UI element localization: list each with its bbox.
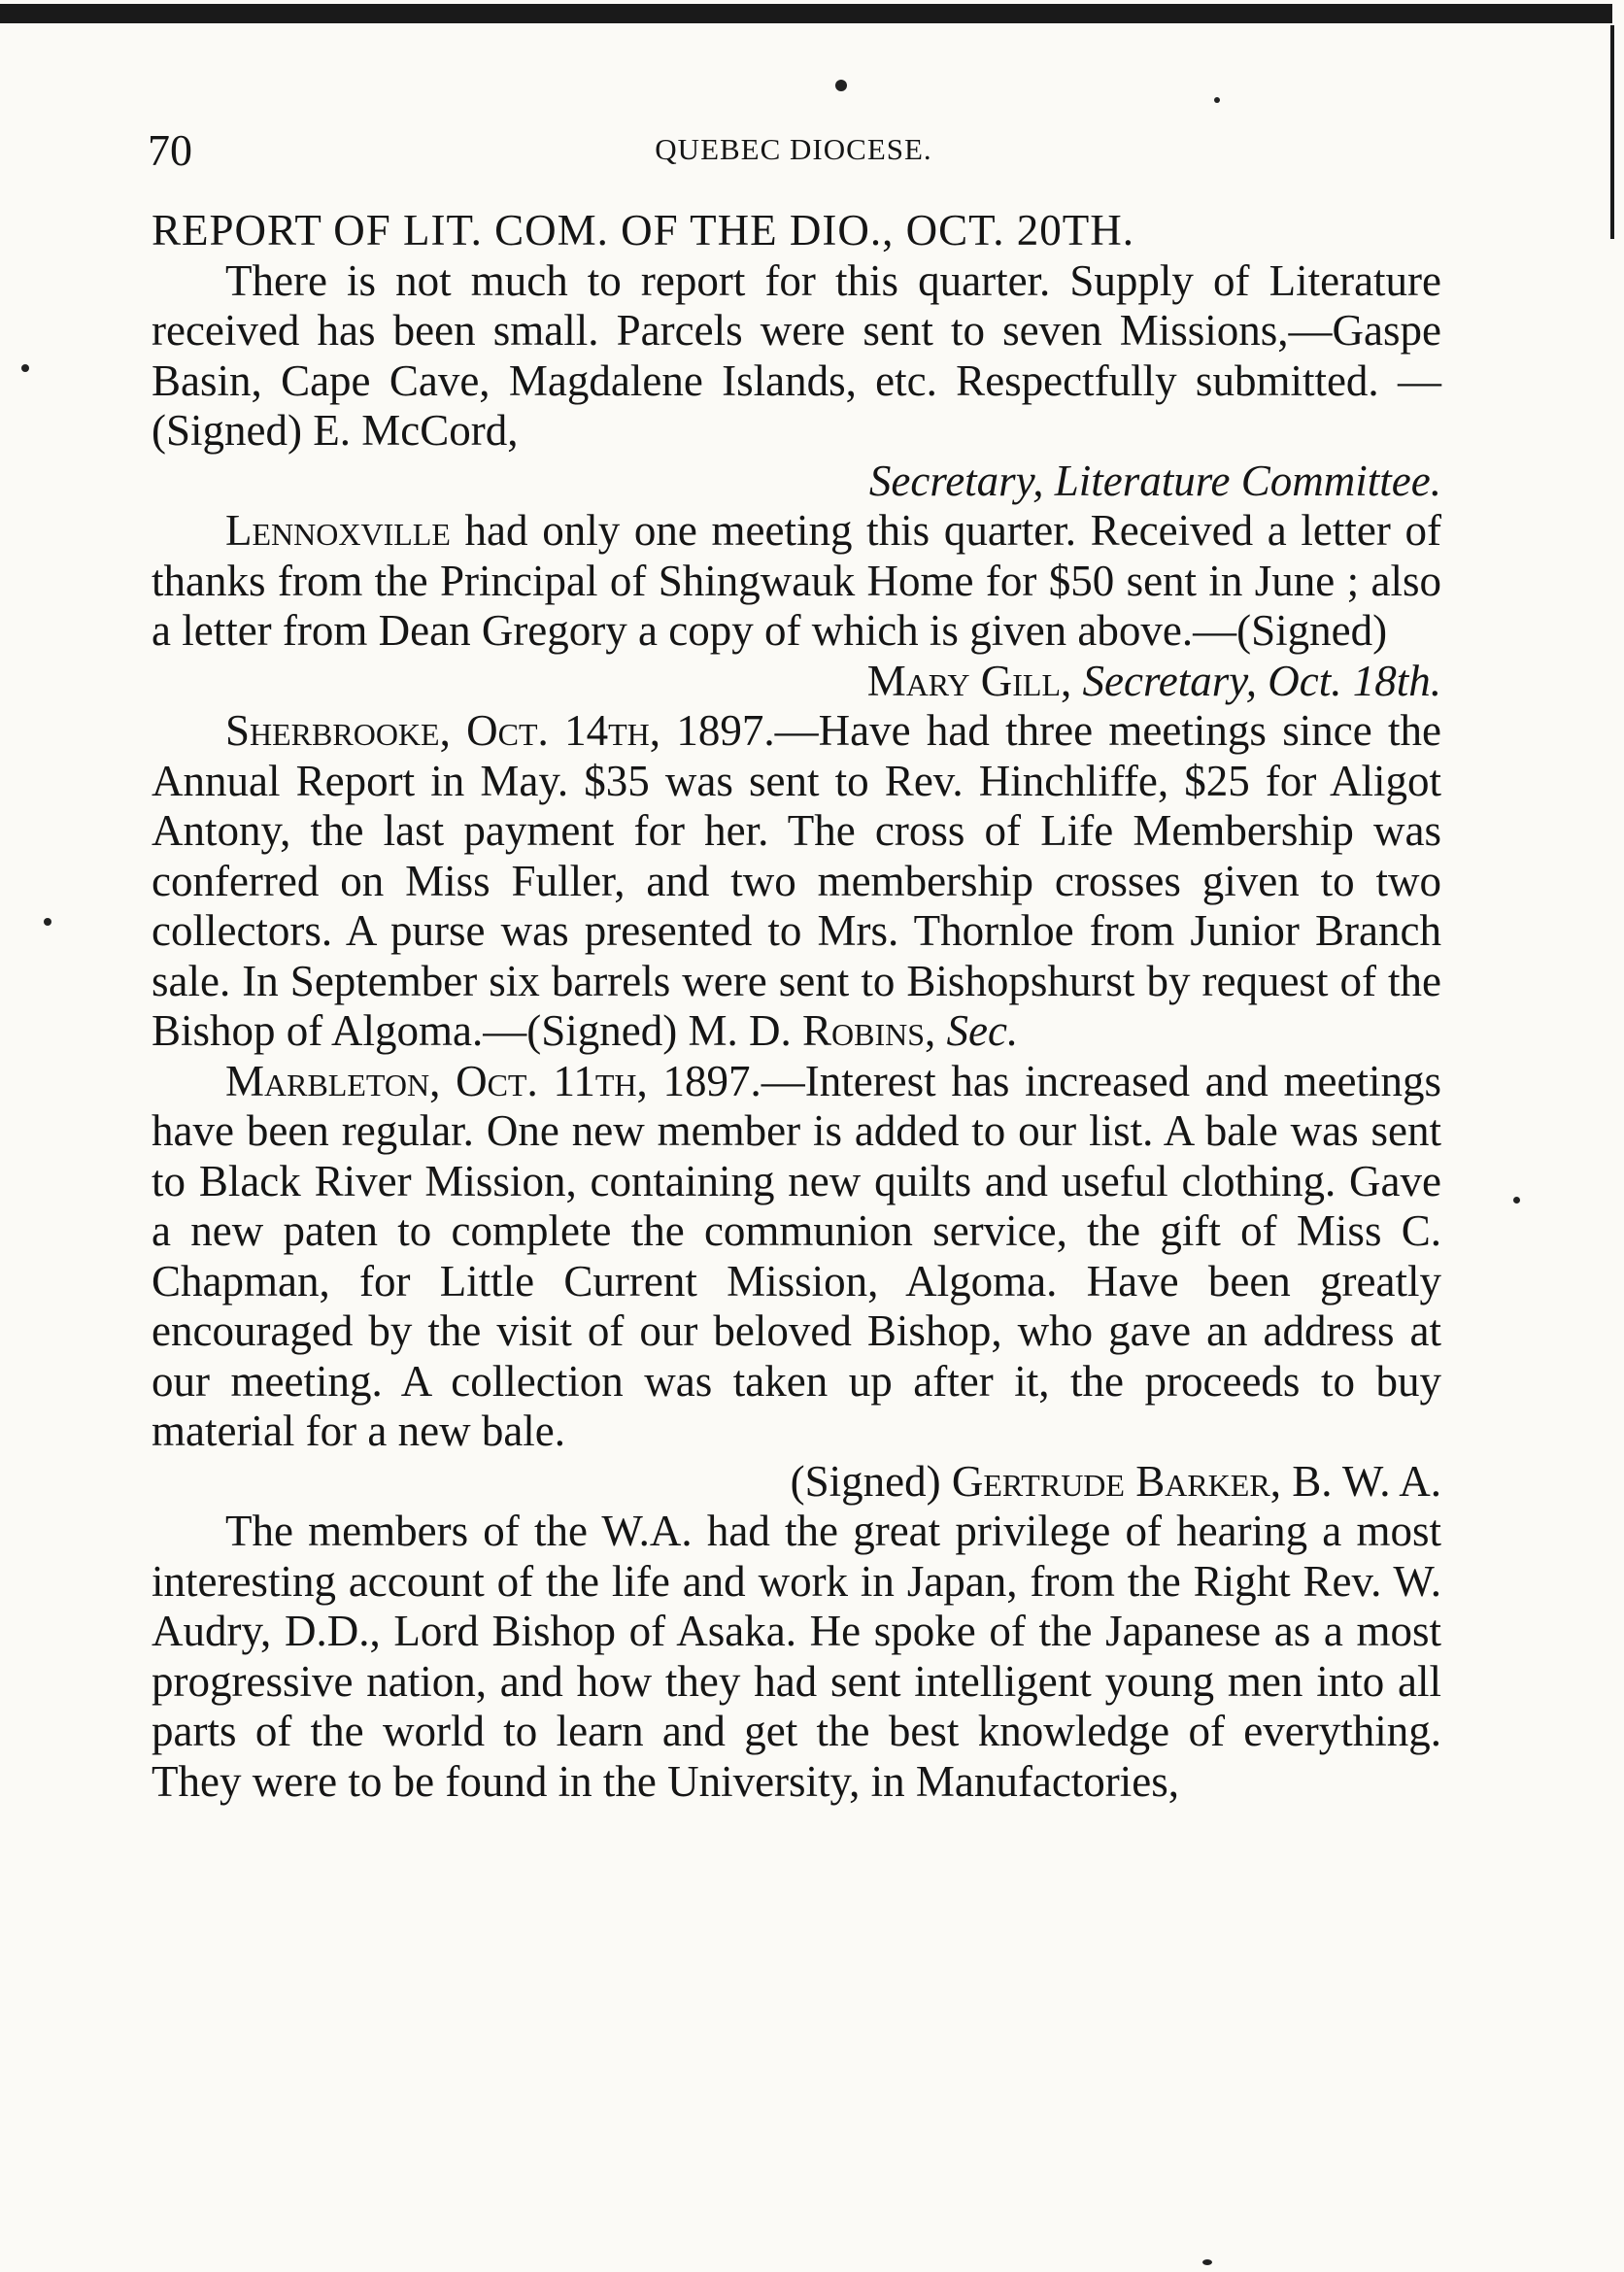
right-border-rule xyxy=(1610,25,1614,239)
report-paragraph: There is not much to report for this quarter. Supply of Literature received has been small. Parcels were sent to seven Missions,—Gaspe Basin, Cape Cave, Magdalene Islands, etc. Respectfully submitted. —(Signed) E. McCord, xyxy=(152,255,1441,455)
marbleton-signature xyxy=(152,1457,1441,1508)
print-speck xyxy=(1214,97,1220,103)
signer-role: Secretary, Oct. 18th. xyxy=(1082,656,1441,705)
branch-name: Lennoxville xyxy=(225,506,451,555)
dateline: Marbleton, Oct. 11th, 1897. xyxy=(225,1056,761,1105)
signed-prefix: (Signed) xyxy=(790,1456,952,1506)
paragraph-text: had only one meeting this quarter. Received a letter of thanks from the Principal of Shingwauk Home for $50 sent in June ; also a letter from Dean Gregory a copy of which is given above.—(Signed) xyxy=(152,506,1441,655)
print-speck xyxy=(1513,1197,1520,1204)
page-body xyxy=(152,206,1441,1807)
page-number: 70 xyxy=(148,125,192,175)
signer-name: M. D. Robins, xyxy=(688,1006,947,1055)
print-speck xyxy=(1202,2259,1212,2265)
signature-title: Secretary, Literature Committee. xyxy=(868,456,1441,505)
page-header xyxy=(148,124,1439,183)
print-speck xyxy=(835,80,847,91)
dateline: Sherbrooke, Oct. 14th, 1897. xyxy=(225,706,775,755)
signer-suffix: , B. W. A. xyxy=(1269,1456,1441,1506)
top-border-rule xyxy=(0,4,1612,23)
print-speck xyxy=(44,918,51,926)
wa-paragraph: The members of the W.A. had the great privilege of hearing a most interesting account of the life and work in Japan, from the Right Rev. W. Audry, D.D., Lord Bishop of Asaka. He spoke of the Japanese as a most progressive nation, and how they had sent intelligent young men into all parts of the world to learn and get the best knowledge of everything. They were to be found in the University, in Manufactories, xyxy=(152,1507,1441,1806)
signer-name: Gertrude Barker xyxy=(951,1456,1270,1506)
report-heading: REPORT OF LIT. COM. OF THE DIO., OCT. 20TH. xyxy=(152,206,1134,254)
lennoxville-signature xyxy=(152,657,1441,707)
sherbrooke-paragraph xyxy=(152,706,1441,1057)
signer-name: Mary Gill, xyxy=(866,656,1083,705)
lennoxville-paragraph xyxy=(152,506,1441,657)
signer-role: Sec. xyxy=(946,1006,1019,1055)
paragraph-text: —Interest has increased and meetings have been regular. One new member is added to our list. A bale was sent to Black River Mission, containing new quilts and useful clothing. Gave a new paten to complete the communion service, the gift of Miss C. Chapman, for Little Current Mission, Algoma. Have been greatly encouraged by the visit of our beloved Bishop, who gave an address at our meeting. A collection was taken up after it, the proceeds to buy material for a new bale. xyxy=(152,1056,1441,1455)
paragraph-text: —Have had three meetings since the Annual Report in May. $35 was sent to Rev. Hinchliffe, $25 for Aligot Antony, the last payment for her. The cross of Life Membership was conferred on Miss Fuller, and two membership crosses given to two collectors. A purse was presented to Mrs. Thornloe from Junior Branch sale. In September six barrels were sent to Bishopshurst by request of the Bishop of Algoma.—(Signed) xyxy=(152,706,1441,1055)
running-head: QUEBEC DIOCESE. xyxy=(655,132,932,166)
report-signature-title xyxy=(152,457,1441,507)
marbleton-paragraph xyxy=(152,1057,1441,1457)
print-speck xyxy=(21,364,29,372)
